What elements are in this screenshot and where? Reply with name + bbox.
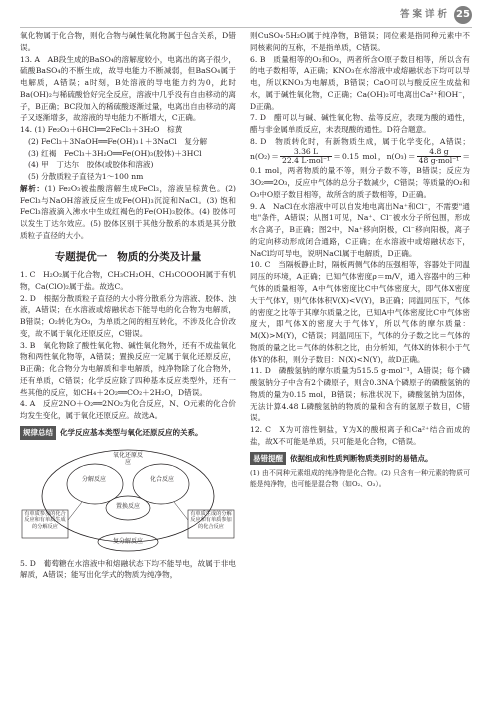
answer-r10: 10. C 当隔板静止时，隔板两侧气体的压强相等，容器处于同温同压的环境，A正确；已知气体密度ρ＝m/V，通入容器中的三种气体的质量相等，A中气体密度比C中气体密度大，即气体X密度大于气体Y，则气体体积V(X)<V(Y)，B正确；同温同压下，气体的密度之比等于其摩尔质量之比，已知A中气体密度比C中气体密度大，即气体X的密度大于气体Y，所以气体的摩尔质量：M(X)>M(Y)，C错误；同温同压下，气体的分子数之比＝气体的物质的量之比＝气体的体积之比，由分析知，气体X的体积小于气体Y的体积，则分子数目：N(X)<N(Y)，故D正确。: [250, 260, 470, 364]
answer-r6: 6. B 质量相等的O₂和O₃，两者所含O原子数目相等，所以含有的电子数相等，A正确；KNO₃在水溶液中或熔融状态下均可以导电，所以KNO₃为电解质，B错误；CaO可以与酸反应生成盐和水，属于碱性氧化物，C正确；Ca(OH)₂可电离出Ca²⁺和OH⁻，D正确。: [250, 54, 470, 111]
label-metathesis: 复分解反应: [112, 537, 143, 545]
left-paragraph-1: 氧化物属于化合物，则化合物与碱性氧化物属于包含关系，D错误。: [20, 31, 236, 52]
answer-14-2: (2) FeCl₃＋3NaOH══Fe(OH)₃↓＋3NaCl 复分解: [28, 136, 208, 146]
answer-r8: [250, 136, 470, 201]
fraction-o2-denominator: 22.4 L·mol⁻¹: [282, 156, 331, 165]
label-decomposition: 分解反应: [81, 475, 106, 483]
answer-14-4: (4) 甲 丁达尔 胶体(或胶体和溶液): [28, 160, 154, 170]
analysis-14: [20, 183, 236, 242]
section-title: 物质的分类及计量: [117, 250, 202, 263]
answer-14-1: 14. (1) Fe₂O₃＋6HCl══2FeCl₃＋3H₂O 棕黄: [20, 125, 183, 135]
combination-ellipse: [133, 464, 189, 504]
section-tag: 专题提优一: [54, 250, 108, 263]
rule-summary-tag: 规律总结: [20, 426, 56, 440]
label-left-note: 有单质参加的化合反应和有单质生成的分解反应: [24, 510, 66, 530]
fraction-o2-numerator: 3.36 L: [280, 148, 332, 157]
right-column: [250, 30, 470, 489]
answer-s1: 1. C H₂O₂属于化合物，CH₃CH₂OH、CH₃COOOH属于有机物，Ca(ClO)₂属于盐。故选C。: [20, 270, 236, 291]
reaction-relation-diagram: [20, 444, 236, 554]
answer-r7: 7. D 醋可以与碱、碱性氧化物、盐等反应，表现为酸的通性，醋与非金属单质反应，未表现酸的通性。D符合题意。: [250, 113, 470, 135]
answer-s4: 4. A 反应2NO＋O₂══2NO₂为化合反应，N、O元素的化合价均发生变化，属于氧化还原反应。故选A。: [20, 399, 236, 421]
fraction-o3-numerator: 4.8 g: [417, 148, 462, 157]
answer-r12: 12. C X为可溶性铜盐，Y为X的酸根离子和Ca²⁺结合而成的盐，故X不可能是单质，只可能是化合物，C错误。: [250, 425, 470, 446]
error-reminder-note: (1) 由不同种元素组成的纯净物是化合物。(2) 只含有一种元素的物质可能是纯净物，也可能是混合物（如O₂、O₃）。: [250, 469, 470, 488]
left-connector: [68, 502, 82, 520]
answer-r8-part3: ＝0.1 mol，两者物质的量不等，则分子数不等，B错误；反应为3O₂══2O₃，反应中气体的总分子数减少，C错误；等质量的O₂和O₃中O原子数目相等，故所含的质子数相等，D正确。: [250, 151, 470, 199]
fraction-o3-denominator: 48 g·mol⁻¹: [418, 156, 460, 165]
rule-summary: [20, 426, 236, 440]
error-reminder: [250, 452, 470, 466]
answer-13: 13. A AB段生成的BaSO₄的溶解度较小，电离出的离子很少，硫酸BaSO₄的不断生成，故导电能力不断减弱，但BaSO₄属于电解质，A错误；a时刻，B处溶液的导电能力约为0，此时Ba(OH)₂与稀硫酸恰好完全反应，溶液中几乎没有自由移动的离子，B正确；BC段加入的稀硫酸逐渐过量，电离出自由移动的离子又逐渐增多，故溶液的导电能力不断增大，C正确。: [20, 54, 236, 123]
answer-14-5: (5) 分散质粒子直径为1～100 nm: [28, 172, 144, 182]
header-title: 答案详析: [399, 8, 450, 20]
answer-r11: 11. D 磷酸氢钠的摩尔质量为515.5 g·mol⁻¹，A错误；每个磷酸氢钠分子中含有2个磷原子，则含0.3NA个磷原子的磷酸氢钠的物质的量为0.15 mol，B错误；标准状况下，磷酸氢钠为固体，无法计算4.48 L磷酸氢钠的物质的量和含有的氢原子数目，C错误。: [250, 366, 470, 423]
analysis-text: (1) Fe₂O₃被盐酸溶解生成FeCl₃，溶液呈棕黄色。(2) FeCl₃与NaOH溶液反应生成Fe(OH)₃沉淀和NaCl。(3) 饱和FeCl₃溶液滴入沸水中生成红褐色的Fe(OH)₃胶体。(4) 胶体可以发生丁达尔效应。(5) 胶体区别于其他分散系的本质是其分散质粒子直径的大小。: [20, 183, 237, 241]
answer-14-3: (3) 红褐 FeCl₃＋3H₂O══Fe(OH)₃(胶体)＋3HCl: [28, 148, 202, 158]
answer-r8-part2: ＝0.15 mol，n(O₃)＝: [332, 151, 417, 161]
rule-summary-text: 化学反应基本类型与氧化还原反应的关系。: [60, 428, 203, 437]
label-displacement: 置换反应: [115, 502, 140, 510]
page-number: 25: [454, 6, 472, 24]
section-heading: [20, 249, 236, 265]
answer-r9: 9. A NaCl在水溶液中可以自发地电离出Na⁺和Cl⁻，不需要"通电"条件，A错误；从图1可见，Na⁺、Cl⁻被水分子所包围，形成水合离子，B正确；图2中，Na⁺移向阴极，Cl⁻移向阳极，离子的定向移动形成闭合通路，C正确；在水溶液中或熔融状态下，NaCl均可导电，说明NaCl属于电解质，D正确。: [250, 201, 470, 258]
label-right-note: 有单质生成的分解反应和有单质参加的化合反应: [190, 510, 232, 530]
fraction-o2: [280, 148, 332, 166]
page-header: [400, 6, 472, 24]
left-column: [20, 30, 236, 581]
label-redox: 氧化还原反应: [113, 451, 144, 467]
analysis-label: 解析：: [20, 183, 45, 193]
answer-r8-part1: 8. D 物质转化时，有新物质生成，属于化学变化，A错误；n(O₂)＝: [250, 136, 470, 161]
decomposition-ellipse: [67, 464, 123, 504]
answer-s2: 2. D 根据分散质粒子直径的大小将分散系分为溶液、胶体、浊液，A错误；在水溶液或熔融状态下能导电的化合物为电解质，B错误；O₂转化为O₃，为单质之间的相互转化，不涉及化合价改变，故不属于氧化还原反应，C错误。: [20, 293, 236, 338]
error-reminder-text: 依据组成和性质判断物质类别时的易错点。: [290, 453, 433, 463]
answer-s3: 3. B 氧化物除了酸性氧化物、碱性氧化物外，还有不成盐氧化物和两性氧化物等，A错误；置换反应一定属于氧化还原反应，B正确；化合物分为电解质和非电解质，纯净物除了化合物外，还有单质，C错误；化学反应除了四种基本反应类型外，还有一些其他的反应，如CH₄＋2O₂══CO₂＋2H₂O，D错误。: [20, 340, 236, 397]
answer-s5: 5. D 葡萄糖在水溶液中和熔融状态下均不能导电，故属于非电解质，A错误；能写出化学式的物质为纯净物，: [20, 558, 236, 580]
right-paragraph-1: 则CuSO₄·5H₂O属于纯净物，B错误；同位素是指同种元素中不同核素间的互称，不是指单质，C错误。: [250, 31, 470, 52]
right-connector: [174, 502, 188, 520]
label-combination: 化合反应: [149, 475, 174, 483]
header-divider: [20, 27, 472, 28]
error-reminder-tag: 易错提醒: [250, 452, 286, 466]
fraction-o3: [417, 148, 462, 166]
